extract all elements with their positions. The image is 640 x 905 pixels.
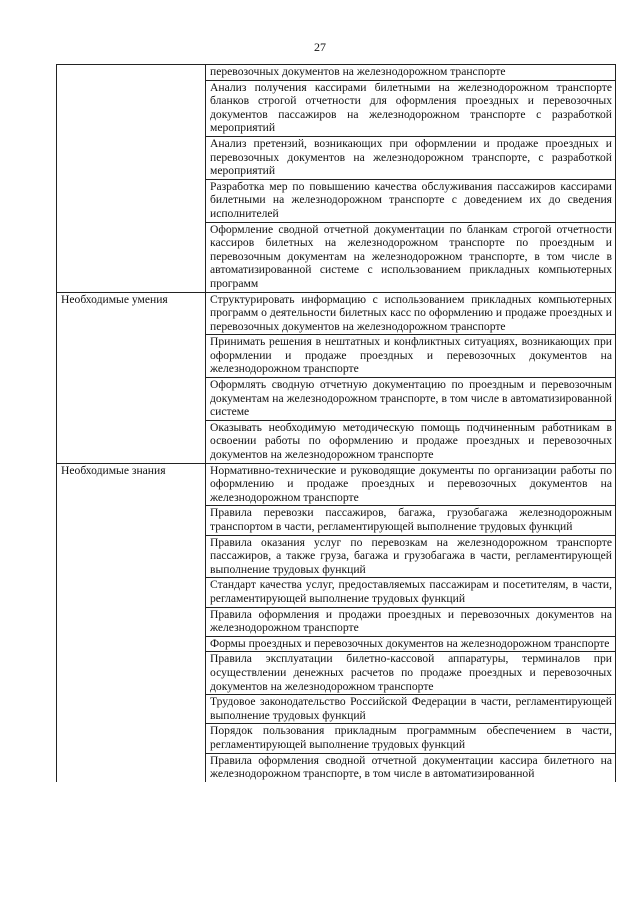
table-cell-text: Правила перевозки пассажиров, багажа, грузобагажа железнодорожным транспортом в части, регламентирующей выполнение трудовых функций <box>206 506 616 535</box>
table-cell-text: Нормативно-технические и руководящие документы по организации работы по оформлению и продаже проездных и перевозочных документов на железнодорожном транспорте <box>206 463 616 506</box>
row-label-knowledge: Необходимые знания <box>57 463 206 782</box>
table-cell-text: Анализ получения кассирами билетными на железнодорожном транспорте бланков строгой отчетности для оформления проездных и перевозочных документов пассажиров на железнодорожном транспорте с разработкой мероприятий <box>206 80 616 136</box>
table-cell-text: Правила оформления сводной отчетной документации кассира билетного на железнодорожном транспорте, в том числе в автоматизированной <box>206 753 616 782</box>
table-cell-text: Порядок пользования прикладным программным обеспечением в части, регламентирующей выполнение трудовых функций <box>206 724 616 753</box>
requirements-table <box>56 64 616 782</box>
table-row <box>57 463 616 506</box>
table-cell-text: Разработка мер по повышению качества обслуживания пассажиров кассирами билетными на железнодорожном транспорте с доведением их до сведения исполнителей <box>206 179 616 222</box>
row-label-skills: Необходимые умения <box>57 292 206 463</box>
table-cell-text: Стандарт качества услуг, предоставляемых пассажирам и посетителям, в части, регламентирующей выполнение трудовых функций <box>206 578 616 607</box>
table-row <box>57 292 616 335</box>
table-cell-text: Оказывать необходимую методическую помощь подчиненным работникам в освоении работы по оформлению и продаже проездных и перевозочных документов на железнодорожном транспорте <box>206 420 616 463</box>
table-cell-text: Структурировать информацию с использованием прикладных компьютерных программ о деятельности билетных касс по оформлению и продаже проездных и перевозочных документов на железнодорожном транспорте <box>206 292 616 335</box>
table-cell-text: Принимать решения в нештатных и конфликтных ситуациях, возникающих при оформлении и продаже проездных и перевозочных документов на железнодорожном транспорте <box>206 335 616 378</box>
page-number: 27 <box>314 40 326 54</box>
table-row <box>57 65 616 81</box>
table-cell-text: Формы проездных и перевозочных документов на железнодорожном транспорте <box>206 636 616 652</box>
table-cell-text: Трудовое законодательство Российской Федерации в части, регламентирующей выполнение трудовых функций <box>206 695 616 724</box>
table-cell-text: Правила оказания услуг по перевозкам на железнодорожном транспорте пассажиров, а также груза, багажа и грузобагажа в части, регламентирующей выполнение трудовых функций <box>206 535 616 578</box>
table-cell-text: Правила эксплуатации билетно-кассовой аппаратуры, терминалов при осуществлении денежных расчетов по продаже проездных и перевозочных документов на железнодорожном транспорте <box>206 652 616 695</box>
table-cell-text: Оформление сводной отчетной документации по бланкам строгой отчетности кассиров билетных на железнодорожном транспорте по проездным и перевозочным документам на железнодорожном транспорте, в том числе в автоматизированной системе с использованием прикладных компьютерных программ <box>206 222 616 292</box>
table-cell-text: Правила оформления и продажи проездных и перевозочных документов на железнодорожном транспорте <box>206 607 616 636</box>
table-cell-text: Анализ претензий, возникающих при оформлении и продаже проездных и перевозочных документов на железнодорожном транспорте, с разработкой мероприятий <box>206 136 616 179</box>
table-cell-text: Оформлять сводную отчетную документацию по проездным и перевозочным документам на железнодорожном транспорте, в том числе в автоматизированной системе <box>206 378 616 421</box>
table-cell-text: перевозочных документов на железнодорожном транспорте <box>206 65 616 81</box>
row-label-continued <box>57 65 206 293</box>
